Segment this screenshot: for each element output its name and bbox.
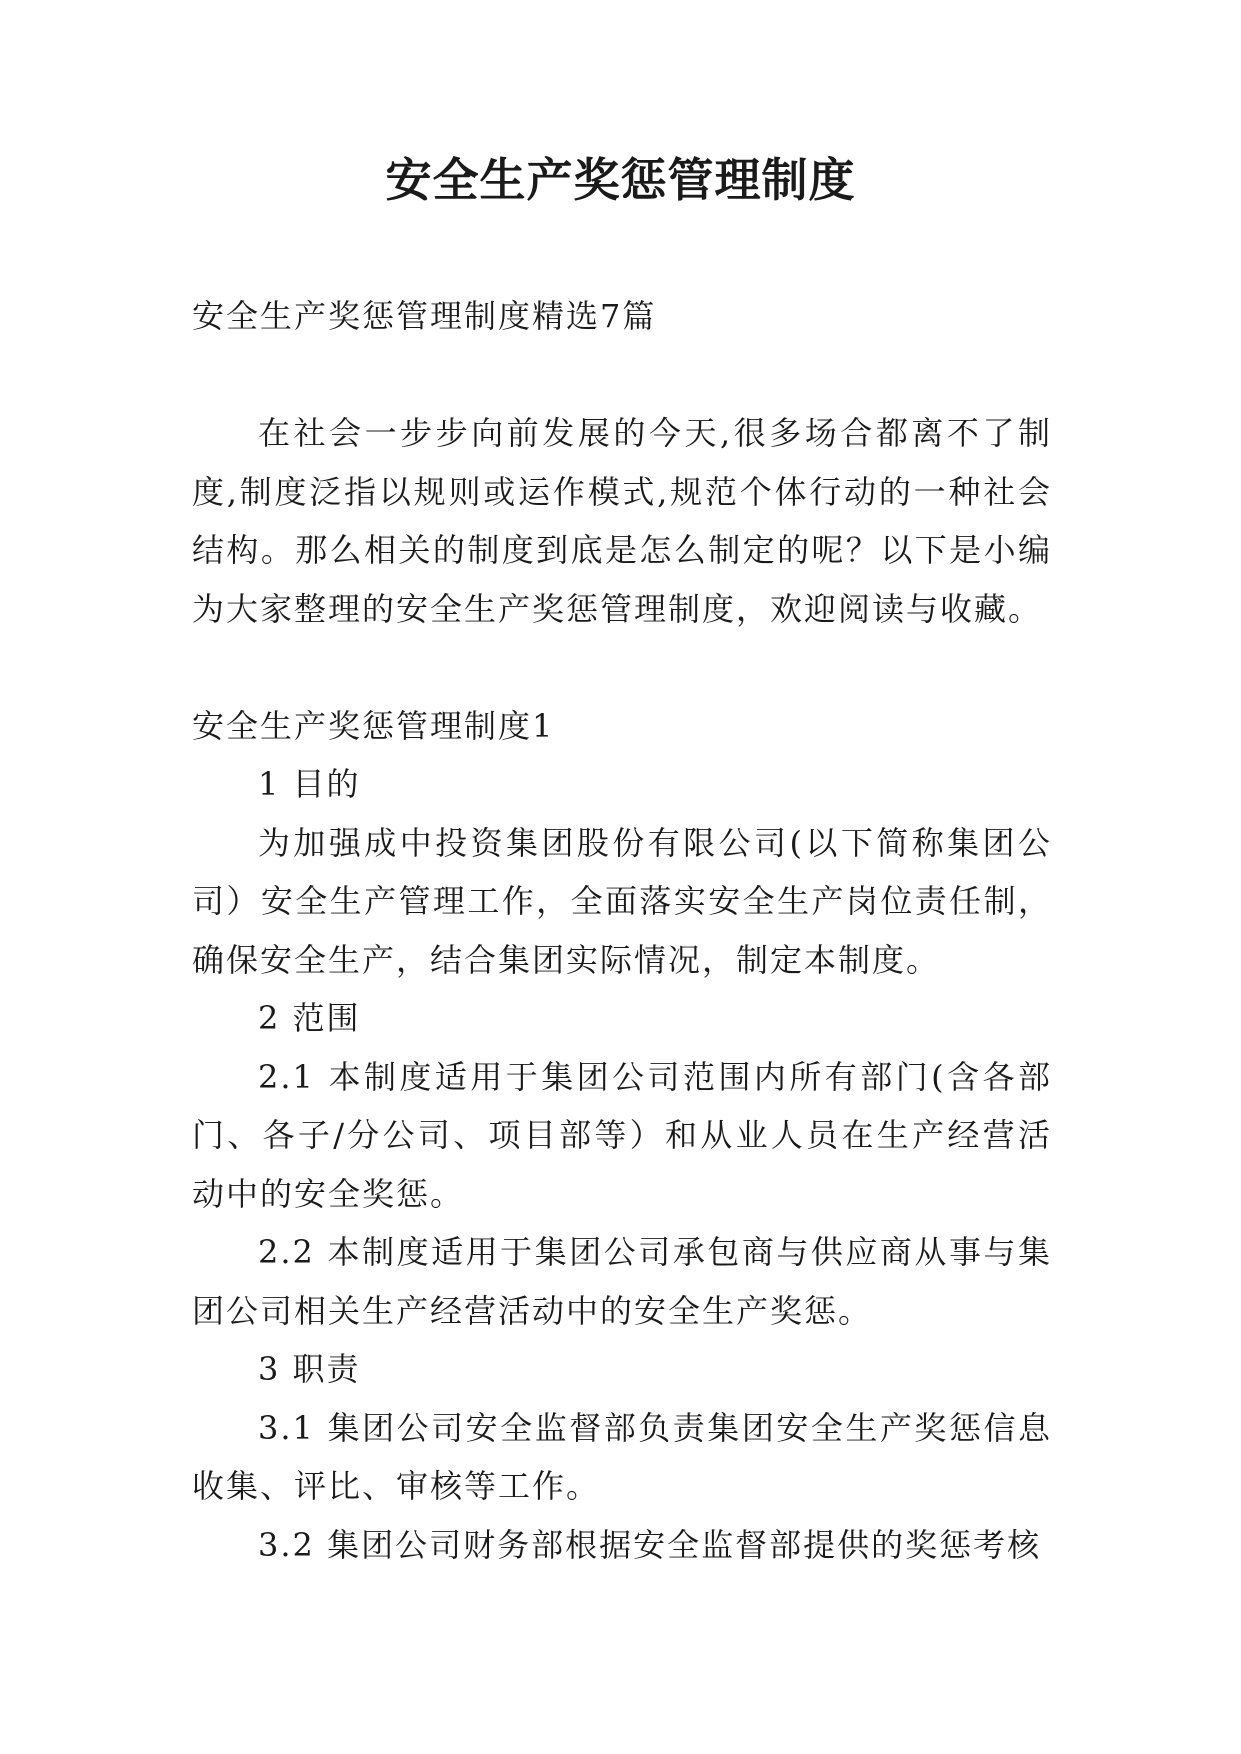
spacer	[192, 638, 1052, 697]
spacer	[192, 346, 1052, 405]
intro-paragraph: 在社会一步步向前发展的今天,很多场合都离不了制度,制度泛指以规则或运作模式,规范个体行动的一种社会结构。那么相关的制度到底是怎么制定的呢？以下是小编为大家整理的安全生产奖惩管理制度，欢迎阅读与收藏。	[192, 414, 1052, 628]
clause-paragraph: 2.2 本制度适用于集团公司承包商与供应商从事与集团公司相关生产经营活动中的安全生产奖惩。	[192, 1233, 1052, 1330]
clause-heading: 2 范围	[258, 999, 361, 1037]
clause-paragraph: 3.1 集团公司安全监督部负责集团安全生产奖惩信息收集、评比、审核等工作。	[192, 1408, 1052, 1505]
document-subtitle: 安全生产奖惩管理制度精选7篇	[192, 297, 657, 335]
document-title: 安全生产奖惩管理制度	[385, 153, 856, 207]
clause-heading: 1 目的	[258, 765, 361, 803]
clause-paragraph: 为加强成中投资集团股份有限公司(以下简称集团公司）安全生产管理工作，全面落实安全生产岗位责任制，确保安全生产，结合集团实际情况，制定本制度。	[192, 823, 1052, 979]
clause-paragraph: 3.2 集团公司财务部根据安全监督部提供的奖惩考核	[258, 1525, 1042, 1564]
clause-heading: 3 职责	[258, 1350, 361, 1388]
clause-paragraph: 2.1 本制度适用于集团公司范围内所有部门(含各部门、各子/分公司、项目部等）和从业人员在生产经营活动中的安全奖惩。	[192, 1057, 1052, 1213]
document-body	[192, 287, 1052, 1574]
section-heading: 安全生产奖惩管理制度1	[192, 706, 555, 745]
